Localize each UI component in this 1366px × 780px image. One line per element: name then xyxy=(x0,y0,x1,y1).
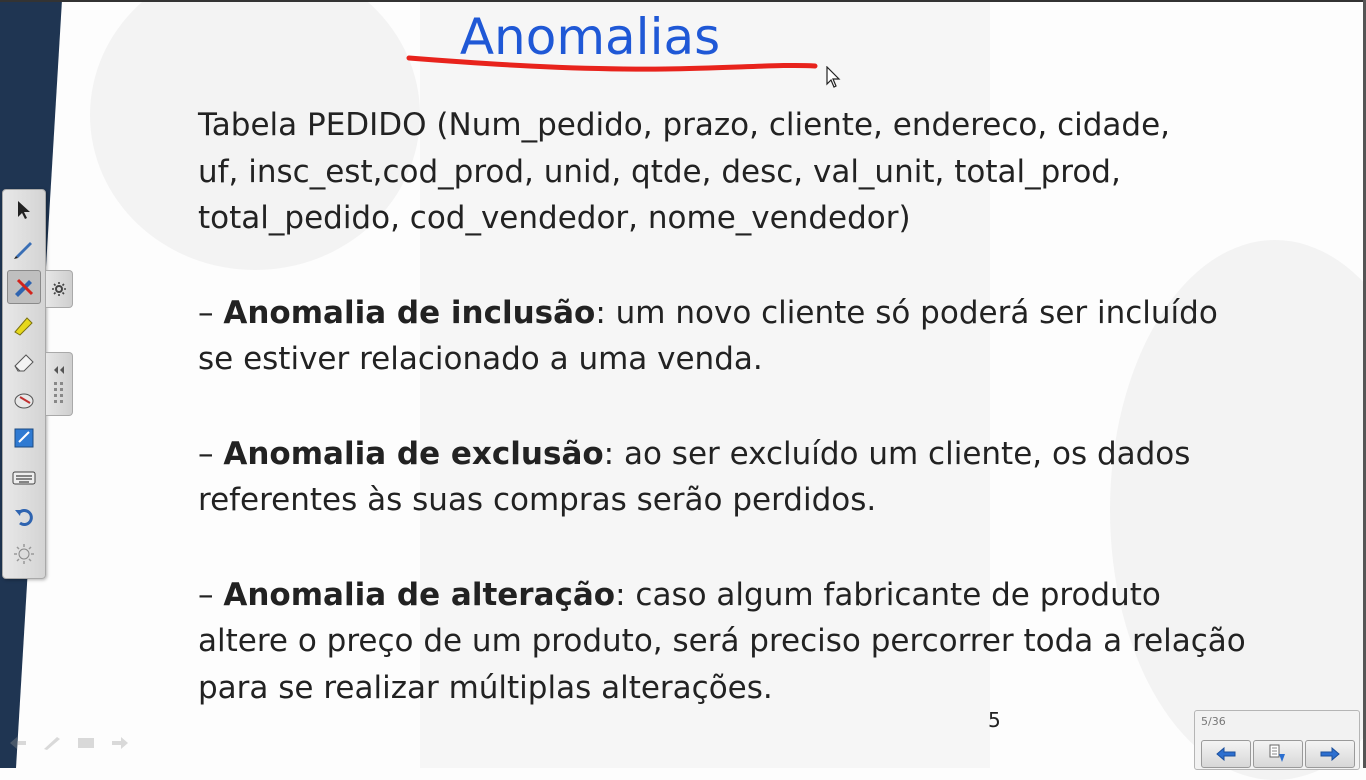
previous-slide-button[interactable] xyxy=(1201,740,1251,768)
list-down-arrow-icon xyxy=(1267,744,1289,764)
brightness-icon[interactable] xyxy=(8,538,40,570)
previous-arrow-icon[interactable] xyxy=(8,736,28,750)
anomaly-description: : ao ser excluído um cliente, os dados referentes às suas compras serão perdidos. xyxy=(198,435,1191,518)
anomaly-exclusion xyxy=(198,431,1258,524)
next-slide-button[interactable] xyxy=(1305,740,1355,768)
settings-gear-icon[interactable] xyxy=(46,270,73,308)
anomaly-inclusion xyxy=(198,290,1258,383)
highlighter-icon[interactable] xyxy=(8,308,40,340)
anomaly-term: Anomalia de alteração xyxy=(223,576,616,613)
anomaly-term: Anomalia de exclusão xyxy=(223,435,604,472)
slide-counter: 5/36 xyxy=(1201,715,1226,728)
left-arrow-icon xyxy=(1215,747,1237,761)
mouse-cursor-icon xyxy=(826,66,842,90)
color-icon[interactable] xyxy=(8,422,40,454)
table-definition xyxy=(198,102,1258,242)
table-line-1: Tabela PEDIDO (Num_pedido, prazo, cliente, endereco, cidade, xyxy=(198,107,1171,143)
bullet-dash: – xyxy=(198,294,224,331)
anomaly-alteration xyxy=(198,572,1258,712)
slide-title: Anomalias xyxy=(459,8,721,66)
arrow-pointer-icon[interactable] xyxy=(8,194,40,226)
collapse-grid-icon[interactable] xyxy=(46,352,73,416)
pen-toolbar xyxy=(2,189,46,579)
table-line-2: uf, insc_est,cod_prod, unid, qtde, desc, val_unit, total_prod, xyxy=(198,153,1121,190)
eraser-icon[interactable] xyxy=(8,346,40,378)
felt-pen-icon[interactable] xyxy=(7,270,41,304)
next-arrow-icon[interactable] xyxy=(110,736,130,750)
slide-navigator xyxy=(1194,710,1360,770)
title-ink-underline xyxy=(405,50,825,80)
erase-all-icon[interactable] xyxy=(8,384,40,416)
menu-icon[interactable] xyxy=(76,736,96,750)
slide-body xyxy=(198,102,1258,711)
pen-icon[interactable] xyxy=(8,232,40,264)
anomaly-description: : um novo cliente só poderá ser incluído se estiver relacionado a uma venda. xyxy=(198,294,1218,377)
slide-page-number: 5 xyxy=(988,708,1001,732)
right-arrow-icon xyxy=(1319,747,1341,761)
window-top-border xyxy=(0,0,1366,2)
anomaly-description: : caso algum fabricante de produto altere o preço de um produto, será preciso percorrer toda a relação para se realizar múltiplas alterações. xyxy=(198,576,1246,706)
bullet-dash: – xyxy=(198,576,224,613)
slideshow-faint-controls xyxy=(8,736,130,750)
table-line-3: total_pedido, cod_vendedor, nome_vendedor) xyxy=(198,200,911,236)
anomaly-term: Anomalia de inclusão xyxy=(223,294,596,331)
undo-icon[interactable] xyxy=(8,500,40,532)
slide-list-button[interactable] xyxy=(1253,740,1303,768)
pen-icon[interactable] xyxy=(42,736,62,750)
keyboard-icon[interactable] xyxy=(8,462,40,494)
bullet-dash: – xyxy=(198,435,224,472)
